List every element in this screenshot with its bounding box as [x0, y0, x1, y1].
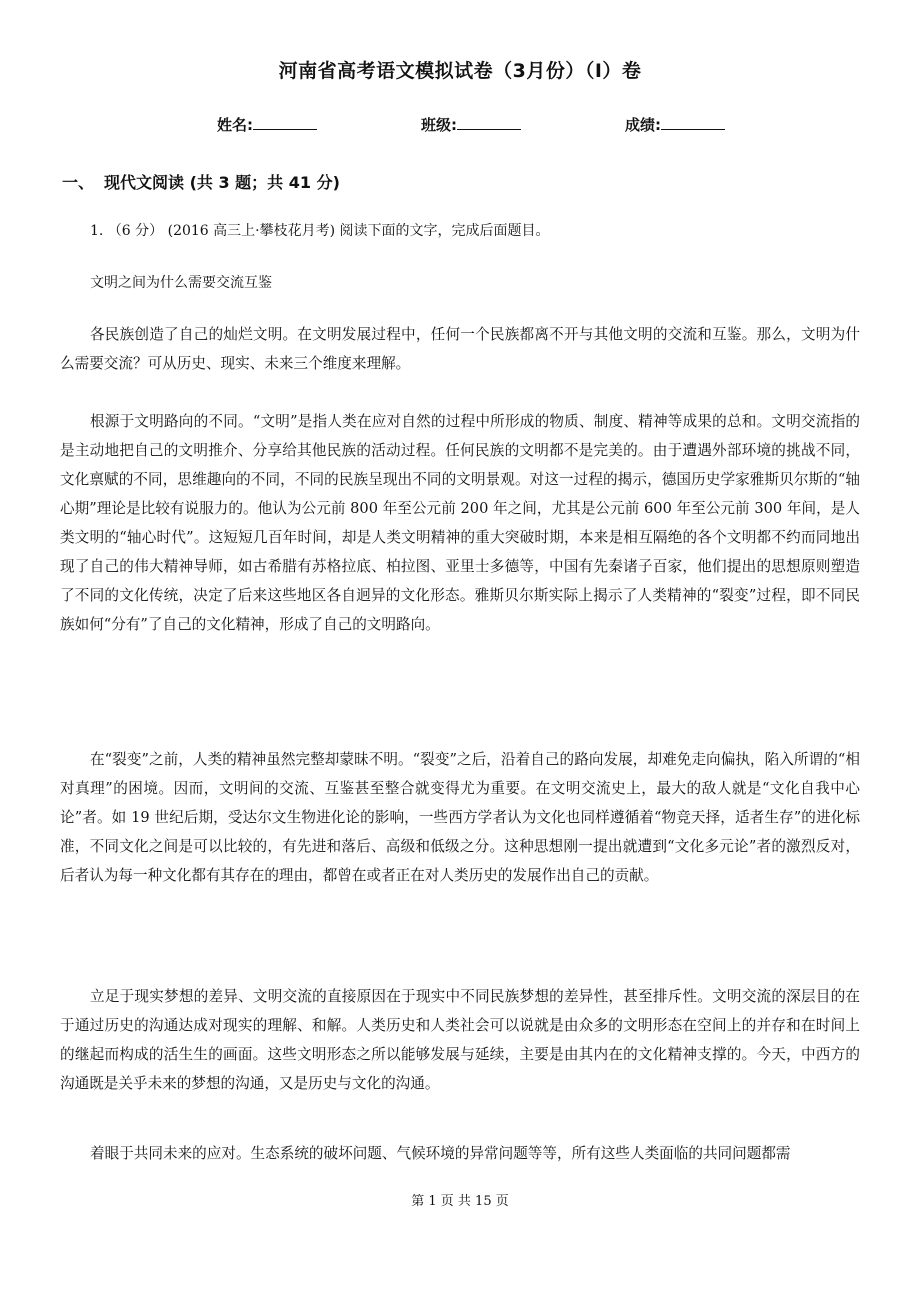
name-field[interactable]	[217, 114, 317, 135]
class-blank[interactable]	[457, 114, 521, 130]
article-paragraph-1: 各民族创造了自己的灿烂文明。在文明发展过程中，任何一个民族都离不开与其他文明的交流和互鉴。那么，文明为什么需要交流？可从历史、现实、未来三个维度来理解。	[60, 326, 860, 372]
name-blank[interactable]	[253, 114, 317, 130]
section-number: 一、	[62, 173, 95, 192]
name-label: 姓名:	[217, 116, 253, 134]
article-paragraph-3: 在“裂变”之前，人类的精神虽然完整却蒙昧不明。“裂变”之后，沿着自己的路向发展，却难免走向偏执，陷入所谓的“相对真理”的困境。因而，文明间的交流、互鉴甚至整合就变得尤为重要。在文明交流史上，最大的敌人就是“文化自我中心论”者。如 19 世纪后期，受达尔文生物进化论的影响，一些西方学者认为文化也同样遵循着“物竞天择，适者生存”的进化标准，不同文化之间是可以比较的，有先进和落后、高级和低级之分。这种思想刚一提出就遭到“文化多元论”者的激烈反对，后者认为每一种文化都有其存在的理由，都曾在或者正在对人类历史的发展作出自己的贡献。	[60, 751, 860, 884]
section-title: 现代文阅读 (共 3 题；共 41 分)	[104, 173, 340, 192]
question-prompt: 1. （6 分） (2016 高三上·攀枝花月考) 阅读下面的文字，完成后面题目。	[90, 223, 550, 239]
page-footer: 第 1 页 共 15 页	[411, 1194, 509, 1209]
score-label: 成绩:	[625, 116, 661, 134]
score-blank[interactable]	[661, 114, 725, 130]
score-field[interactable]	[625, 114, 725, 135]
class-field[interactable]	[421, 114, 521, 135]
section-heading	[62, 170, 340, 193]
article-paragraph-4: 立足于现实梦想的差异、文明交流的直接原因在于现实中不同民族梦想的差异性，甚至排斥性。文明交流的深层目的在于通过历史的沟通达成对现实的理解、和解。人类历史和人类社会可以说就是由众多的文明形态在空间上的并存和在时间上的继起而构成的活生生的画面。这些文明形态之所以能够发展与延续，主要是由其内在的文化精神支撑的。今天，中西方的沟通既是关乎未来的梦想的沟通，又是历史与文化的沟通。	[60, 988, 860, 1092]
document-title: 河南省高考语文模拟试卷（3月份）（I）卷	[278, 60, 642, 82]
student-info-row	[0, 114, 920, 138]
class-label: 班级:	[421, 116, 457, 134]
article-title: 文明之间为什么需要交流互鉴	[90, 275, 272, 291]
article-paragraph-5: 着眼于共同未来的应对。生态系统的破坏问题、气候环境的异常问题等等，所有这些人类面临的共同问题都需	[90, 1145, 791, 1162]
article-paragraph-2: 根源于文明路向的不同。“文明”是指人类在应对自然的过程中所形成的物质、制度、精神等成果的总和。文明交流指的是主动地把自己的文明推介、分享给其他民族的活动过程。任何民族的文明都不是完美的。由于遭遇外部环境的挑战不同，文化禀赋的不同，思维趣向的不同，不同的民族呈现出不同的文明景观。对这一过程的揭示，德国历史学家雅斯贝尔斯的“轴心期”理论是比较有说服力的。他认为公元前 800 年至公元前 200 年之间，尤其是公元前 600 年至公元前 300 年间，是人类文明的“轴心时代”。这短短几百年时间，却是人类文明精神的重大突破时期，本来是相互隔绝的各个文明都不约而同地出现了自己的伟大精神导师，如古希腊有苏格拉底、柏拉图、亚里士多德等，中国有先秦诸子百家，他们提出的思想原则塑造了不同的文化传统，决定了后来这些地区各自迥异的文化形态。雅斯贝尔斯实际上揭示了人类精神的“裂变”过程，即不同民族如何“分有”了自己的文化精神，形成了自己的文明路向。	[60, 413, 860, 633]
